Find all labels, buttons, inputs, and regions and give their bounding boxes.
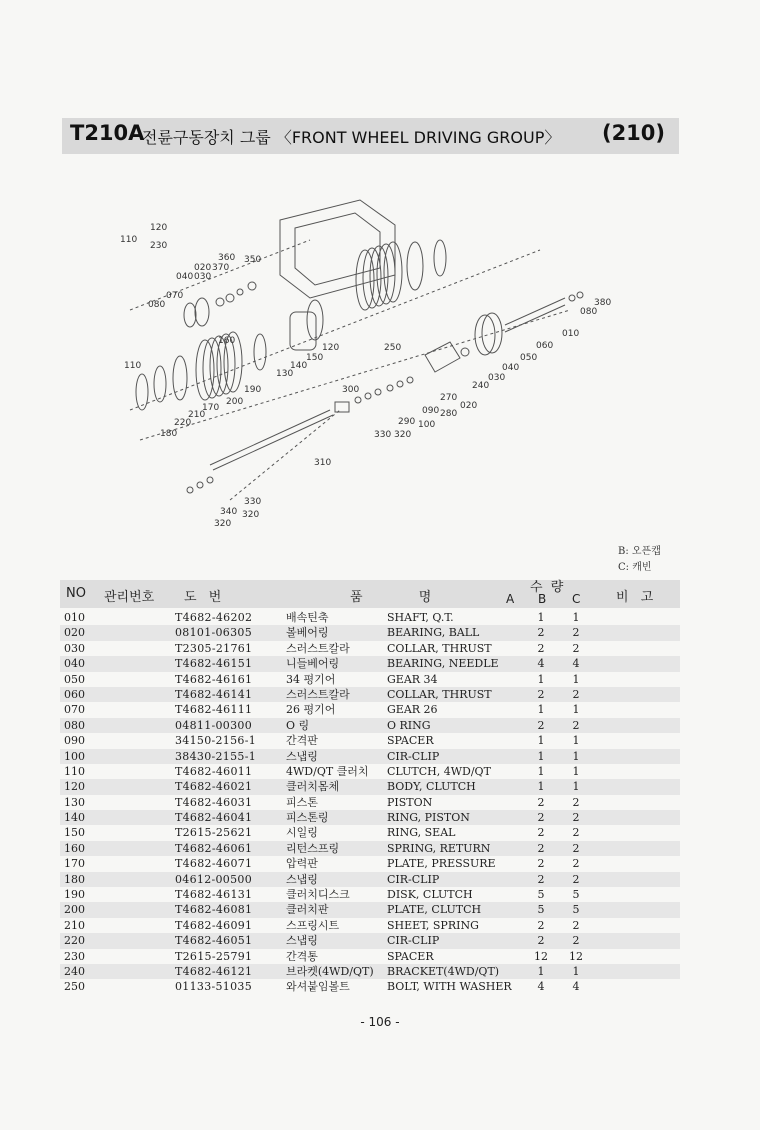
- table-row: [60, 733, 680, 748]
- qty-b: 2: [537, 626, 545, 640]
- legend-c: C: 캐빈: [618, 562, 652, 573]
- qty-c: 2: [572, 718, 580, 732]
- part-no: 150: [64, 826, 85, 840]
- label-160: 160: [218, 336, 236, 346]
- label-310: 310: [314, 458, 332, 468]
- korean-name: 압력판: [286, 857, 318, 871]
- english-name: SHEET, SPRING: [387, 918, 479, 932]
- part-no: 180: [64, 872, 85, 886]
- drawing-number: T4682-46091: [175, 918, 253, 932]
- label-120b: 120: [322, 343, 340, 353]
- qty-b: 2: [537, 918, 545, 932]
- part-no: 050: [64, 672, 85, 686]
- table-row: [60, 779, 680, 794]
- english-name: CIR-CLIP: [387, 872, 440, 886]
- drawing-number: 04612-00500: [175, 872, 253, 886]
- korean-name: 스냅링: [286, 749, 318, 763]
- part-no: 040: [64, 657, 85, 671]
- table-header: [60, 580, 680, 608]
- table-row: [60, 872, 680, 887]
- label-070: 070: [166, 291, 184, 301]
- model-code: T210A: [70, 121, 145, 145]
- english-name: BOLT, WITH WASHER: [387, 980, 512, 994]
- english-name: PLATE, CLUTCH: [387, 903, 482, 917]
- qty-b: 1: [537, 611, 545, 624]
- english-name: CIR-CLIP: [387, 934, 440, 948]
- label-250: 250: [384, 343, 402, 353]
- gear-34: [475, 315, 495, 355]
- label-060: 060: [536, 341, 554, 351]
- page-code: (210): [601, 121, 665, 145]
- part-no: 100: [64, 749, 85, 763]
- long-shaft: [210, 410, 330, 465]
- drawing-number: 34150-2156-1: [175, 734, 257, 748]
- label-230: 230: [150, 241, 168, 251]
- qty-c: 12: [569, 949, 583, 963]
- qty-c: 1: [572, 780, 580, 794]
- qty-c: 1: [572, 672, 580, 686]
- korean-name: O 링: [286, 718, 310, 732]
- table-row: [60, 810, 680, 825]
- korean-name: 간격통: [286, 949, 318, 963]
- korean-name: 클러치판: [286, 903, 329, 917]
- korean-name: 스냅링: [286, 872, 318, 886]
- english-name: O RING: [387, 718, 431, 732]
- bracket-4wd: [425, 342, 460, 372]
- qty-c: 2: [572, 795, 580, 809]
- drawing-number: T4682-46141: [175, 687, 253, 701]
- table-row: [60, 702, 680, 717]
- drawing-number: T4682-46081: [175, 903, 253, 917]
- page-title: 전륜구동장치 그룹 〈FRONT WHEEL DRIVING GROUP〉: [142, 128, 561, 147]
- qty-c: 2: [572, 687, 580, 701]
- table-row: [60, 718, 680, 733]
- table-row: [60, 964, 680, 979]
- part-no: 080: [64, 718, 85, 732]
- drawing-number: T4682-46061: [175, 841, 253, 855]
- part-no: 250: [64, 980, 85, 994]
- drawing-number: T2615-25791: [175, 949, 253, 963]
- part-no: 070: [64, 703, 85, 717]
- header-b: B: [538, 592, 547, 606]
- table-row: [60, 856, 680, 871]
- qty-c: 2: [572, 857, 580, 871]
- label-330b: 330: [244, 497, 262, 507]
- korean-name: 간격판: [286, 734, 318, 748]
- table-row: [60, 949, 680, 964]
- label-130: 130: [276, 369, 294, 379]
- header-qty: 수 량: [530, 580, 566, 595]
- korean-name: 시일링: [286, 826, 318, 840]
- korean-name: 피스톤링: [286, 811, 329, 825]
- header-name: 품 명: [350, 590, 438, 605]
- qty-b: 2: [537, 857, 545, 871]
- label-110b: 110: [124, 361, 142, 371]
- qty-b: 12: [534, 949, 548, 963]
- header-no: NO: [66, 586, 86, 601]
- english-name: RING, PISTON: [387, 811, 470, 825]
- drawing-number: T2615-25621: [175, 826, 253, 840]
- drawing-number: T4682-46021: [175, 780, 253, 794]
- qty-c: 2: [572, 841, 580, 855]
- clutch-pack-upper: [356, 240, 446, 310]
- page-number: - 106 -: [360, 1015, 400, 1029]
- drawing-number: 01133-51035: [175, 980, 253, 994]
- drawing-number: T4682-46111: [175, 703, 253, 717]
- drawing-number: T4682-46031: [175, 795, 253, 809]
- qty-c: 1: [572, 749, 580, 763]
- part-no: 020: [64, 626, 85, 640]
- label-330a: 330: [374, 430, 392, 440]
- label-050: 050: [520, 353, 538, 363]
- qty-b: 1: [537, 964, 545, 978]
- qty-c: 5: [572, 903, 580, 917]
- part-no: 190: [64, 888, 85, 902]
- qty-b: 2: [537, 811, 545, 825]
- header-bar: [62, 118, 679, 154]
- english-name: BEARING, BALL: [387, 626, 480, 640]
- label-240: 240: [472, 381, 490, 391]
- label-100: 100: [418, 420, 436, 430]
- header-drawing: 도 번: [184, 590, 226, 605]
- table-row: [60, 625, 680, 640]
- label-090: 090: [422, 406, 440, 416]
- label-030a: 030: [194, 272, 212, 282]
- table-row: [60, 902, 680, 917]
- label-270: 270: [440, 393, 458, 403]
- qty-b: 2: [537, 718, 545, 732]
- label-020a: 020: [194, 263, 212, 273]
- english-name: SHAFT, Q.T.: [387, 611, 454, 624]
- part-no: 200: [64, 903, 85, 917]
- english-name: COLLAR, THRUST: [387, 641, 492, 655]
- english-name: BEARING, NEEDLE: [387, 657, 499, 671]
- header-a: A: [506, 592, 515, 606]
- korean-name: 34 평기어: [286, 672, 336, 686]
- table-row: [60, 641, 680, 656]
- korean-name: 스러스트칼라: [286, 687, 350, 701]
- qty-b: 2: [537, 872, 545, 886]
- exploded-parts-diagram: [110, 180, 630, 540]
- part-no: 240: [64, 964, 85, 978]
- table-row: [60, 979, 680, 994]
- label-370: 370: [212, 263, 230, 273]
- qty-b: 2: [537, 826, 545, 840]
- english-name: RING, SEAL: [387, 826, 456, 840]
- korean-name: 리턴스프링: [286, 841, 340, 855]
- korean-name: 볼베어링: [286, 626, 329, 640]
- table-row: [60, 610, 680, 625]
- korean-name: 배속틴축: [286, 611, 329, 624]
- english-name: GEAR 26: [387, 703, 438, 717]
- table-row: [60, 687, 680, 702]
- qty-c: 5: [572, 888, 580, 902]
- qty-b: 2: [537, 841, 545, 855]
- parts-table: [60, 610, 680, 995]
- part-no: 010: [64, 611, 85, 624]
- korean-name: 피스톤: [286, 795, 318, 809]
- drawing-number: T4682-46071: [175, 857, 253, 871]
- korean-name: 클러치몸체: [286, 780, 340, 794]
- table-row: [60, 749, 680, 764]
- part-no: 110: [64, 764, 85, 778]
- qty-b: 2: [537, 687, 545, 701]
- qty-c: 1: [572, 611, 580, 624]
- drawing-number: 38430-2155-1: [175, 749, 257, 763]
- header-c: C: [572, 592, 581, 606]
- label-010: 010: [562, 329, 580, 339]
- qty-c: 1: [572, 764, 580, 778]
- drawing-number: T4682-46151: [175, 657, 253, 671]
- part-no: 090: [64, 734, 85, 748]
- korean-name: 스러스트칼라: [286, 641, 350, 655]
- drawing-number: T4682-46121: [175, 964, 253, 978]
- table-row: [60, 656, 680, 671]
- table-row: [60, 933, 680, 948]
- korean-name: 스냅링: [286, 934, 318, 948]
- label-120a: 120: [150, 223, 168, 233]
- label-320a: 320: [394, 430, 412, 440]
- drawing-number: T2305-21761: [175, 641, 253, 655]
- table-row: [60, 841, 680, 856]
- clutch-pack-lower: [136, 332, 266, 410]
- table-row: [60, 764, 680, 779]
- label-200: 200: [226, 397, 244, 407]
- part-no: 140: [64, 811, 85, 825]
- table-row: [60, 672, 680, 687]
- korean-name: 스프링시트: [286, 918, 340, 932]
- english-name: BRACKET(4WD/QT): [387, 964, 500, 978]
- part-no: 130: [64, 795, 85, 809]
- qty-c: 2: [572, 872, 580, 886]
- part-no: 030: [64, 641, 85, 655]
- qty-b: 5: [537, 888, 545, 902]
- qty-legend: [618, 544, 661, 576]
- qty-c: 4: [572, 657, 580, 671]
- label-380: 380: [594, 298, 612, 308]
- label-350: 350: [244, 255, 262, 265]
- qty-c: 2: [572, 626, 580, 640]
- english-name: CIR-CLIP: [387, 749, 440, 763]
- part-no: 220: [64, 934, 85, 948]
- english-name: COLLAR, THRUST: [387, 687, 492, 701]
- label-210: 210: [188, 410, 206, 420]
- korean-name: 4WD/QT 클러치: [286, 764, 369, 778]
- label-300: 300: [342, 385, 360, 395]
- part-no: 230: [64, 949, 85, 963]
- english-name: GEAR 34: [387, 672, 438, 686]
- label-320c: 320: [214, 519, 232, 529]
- qty-b: 1: [537, 764, 545, 778]
- label-280: 280: [440, 409, 458, 419]
- qty-b: 2: [537, 641, 545, 655]
- table-row: [60, 825, 680, 840]
- label-040b: 040: [502, 363, 520, 373]
- part-no: 060: [64, 687, 85, 701]
- korean-name: 26 평기어: [286, 703, 336, 717]
- clutch-body: [290, 312, 316, 350]
- part-no: 160: [64, 841, 85, 855]
- qty-b: 4: [537, 657, 545, 671]
- qty-b: 1: [537, 780, 545, 794]
- label-030b: 030: [488, 373, 506, 383]
- qty-b: 1: [537, 672, 545, 686]
- qty-b: 1: [537, 749, 545, 763]
- drawing-number: T4682-46161: [175, 672, 253, 686]
- qty-c: 1: [572, 703, 580, 717]
- drawing-number: T4682-46202: [175, 611, 253, 624]
- drawing-number: T4682-46131: [175, 888, 253, 902]
- qty-c: 2: [572, 811, 580, 825]
- header-mgmt: 관리번호: [104, 590, 155, 605]
- english-name: CLUTCH, 4WD/QT: [387, 764, 491, 778]
- qty-c: 2: [572, 826, 580, 840]
- korean-name: 니들베어링: [286, 657, 340, 671]
- header-remarks: 비 고: [616, 590, 658, 605]
- label-080b: 080: [580, 307, 598, 317]
- table-row: [60, 918, 680, 933]
- label-320b: 320: [242, 510, 260, 520]
- english-name: SPACER: [387, 949, 434, 963]
- korean-name: 브라켓(4WD/QT): [286, 964, 374, 978]
- qty-b: 2: [537, 795, 545, 809]
- qty-b: 1: [537, 703, 545, 717]
- drawing-number: T4682-46051: [175, 934, 253, 948]
- label-220: 220: [174, 418, 192, 428]
- qty-c: 1: [572, 734, 580, 748]
- part-no: 170: [64, 857, 85, 871]
- qty-c: 2: [572, 918, 580, 932]
- label-150: 150: [306, 353, 324, 363]
- english-name: PISTON: [387, 795, 433, 809]
- qty-c: 4: [572, 980, 580, 994]
- label-020b: 020: [460, 401, 478, 411]
- qty-c: 1: [572, 964, 580, 978]
- label-080a: 080: [148, 300, 166, 310]
- label-110a: 110: [120, 235, 138, 245]
- qty-c: 2: [572, 641, 580, 655]
- english-name: DISK, CLUTCH: [387, 888, 473, 902]
- english-name: BODY, CLUTCH: [387, 780, 476, 794]
- shaft-qt: [505, 298, 565, 325]
- drawing-number: 04811-00300: [175, 718, 253, 732]
- label-360: 360: [218, 253, 236, 263]
- part-no: 120: [64, 780, 85, 794]
- table-row: [60, 795, 680, 810]
- part-no: 210: [64, 918, 85, 932]
- english-name: SPACER: [387, 734, 434, 748]
- drawing-number: 08101-06305: [175, 626, 253, 640]
- label-140: 140: [290, 361, 308, 371]
- korean-name: 와셔붙임볼트: [286, 980, 350, 994]
- drawing-number: T4682-46041: [175, 811, 253, 825]
- qty-b: 1: [537, 734, 545, 748]
- label-190: 190: [244, 385, 262, 395]
- korean-name: 클러치디스크: [286, 888, 350, 902]
- legend-b: B: 오픈캡: [618, 546, 661, 557]
- label-290: 290: [398, 417, 416, 427]
- qty-b: 2: [537, 934, 545, 948]
- english-name: SPRING, RETURN: [387, 841, 491, 855]
- qty-c: 2: [572, 934, 580, 948]
- label-180: 180: [160, 429, 178, 439]
- label-040a: 040: [176, 272, 194, 282]
- label-340: 340: [220, 507, 238, 517]
- drawing-number: T4682-46011: [175, 764, 253, 778]
- table-row: [60, 887, 680, 902]
- english-name: PLATE, PRESSURE: [387, 857, 496, 871]
- label-170: 170: [202, 403, 220, 413]
- qty-b: 4: [537, 980, 545, 994]
- qty-b: 5: [537, 903, 545, 917]
